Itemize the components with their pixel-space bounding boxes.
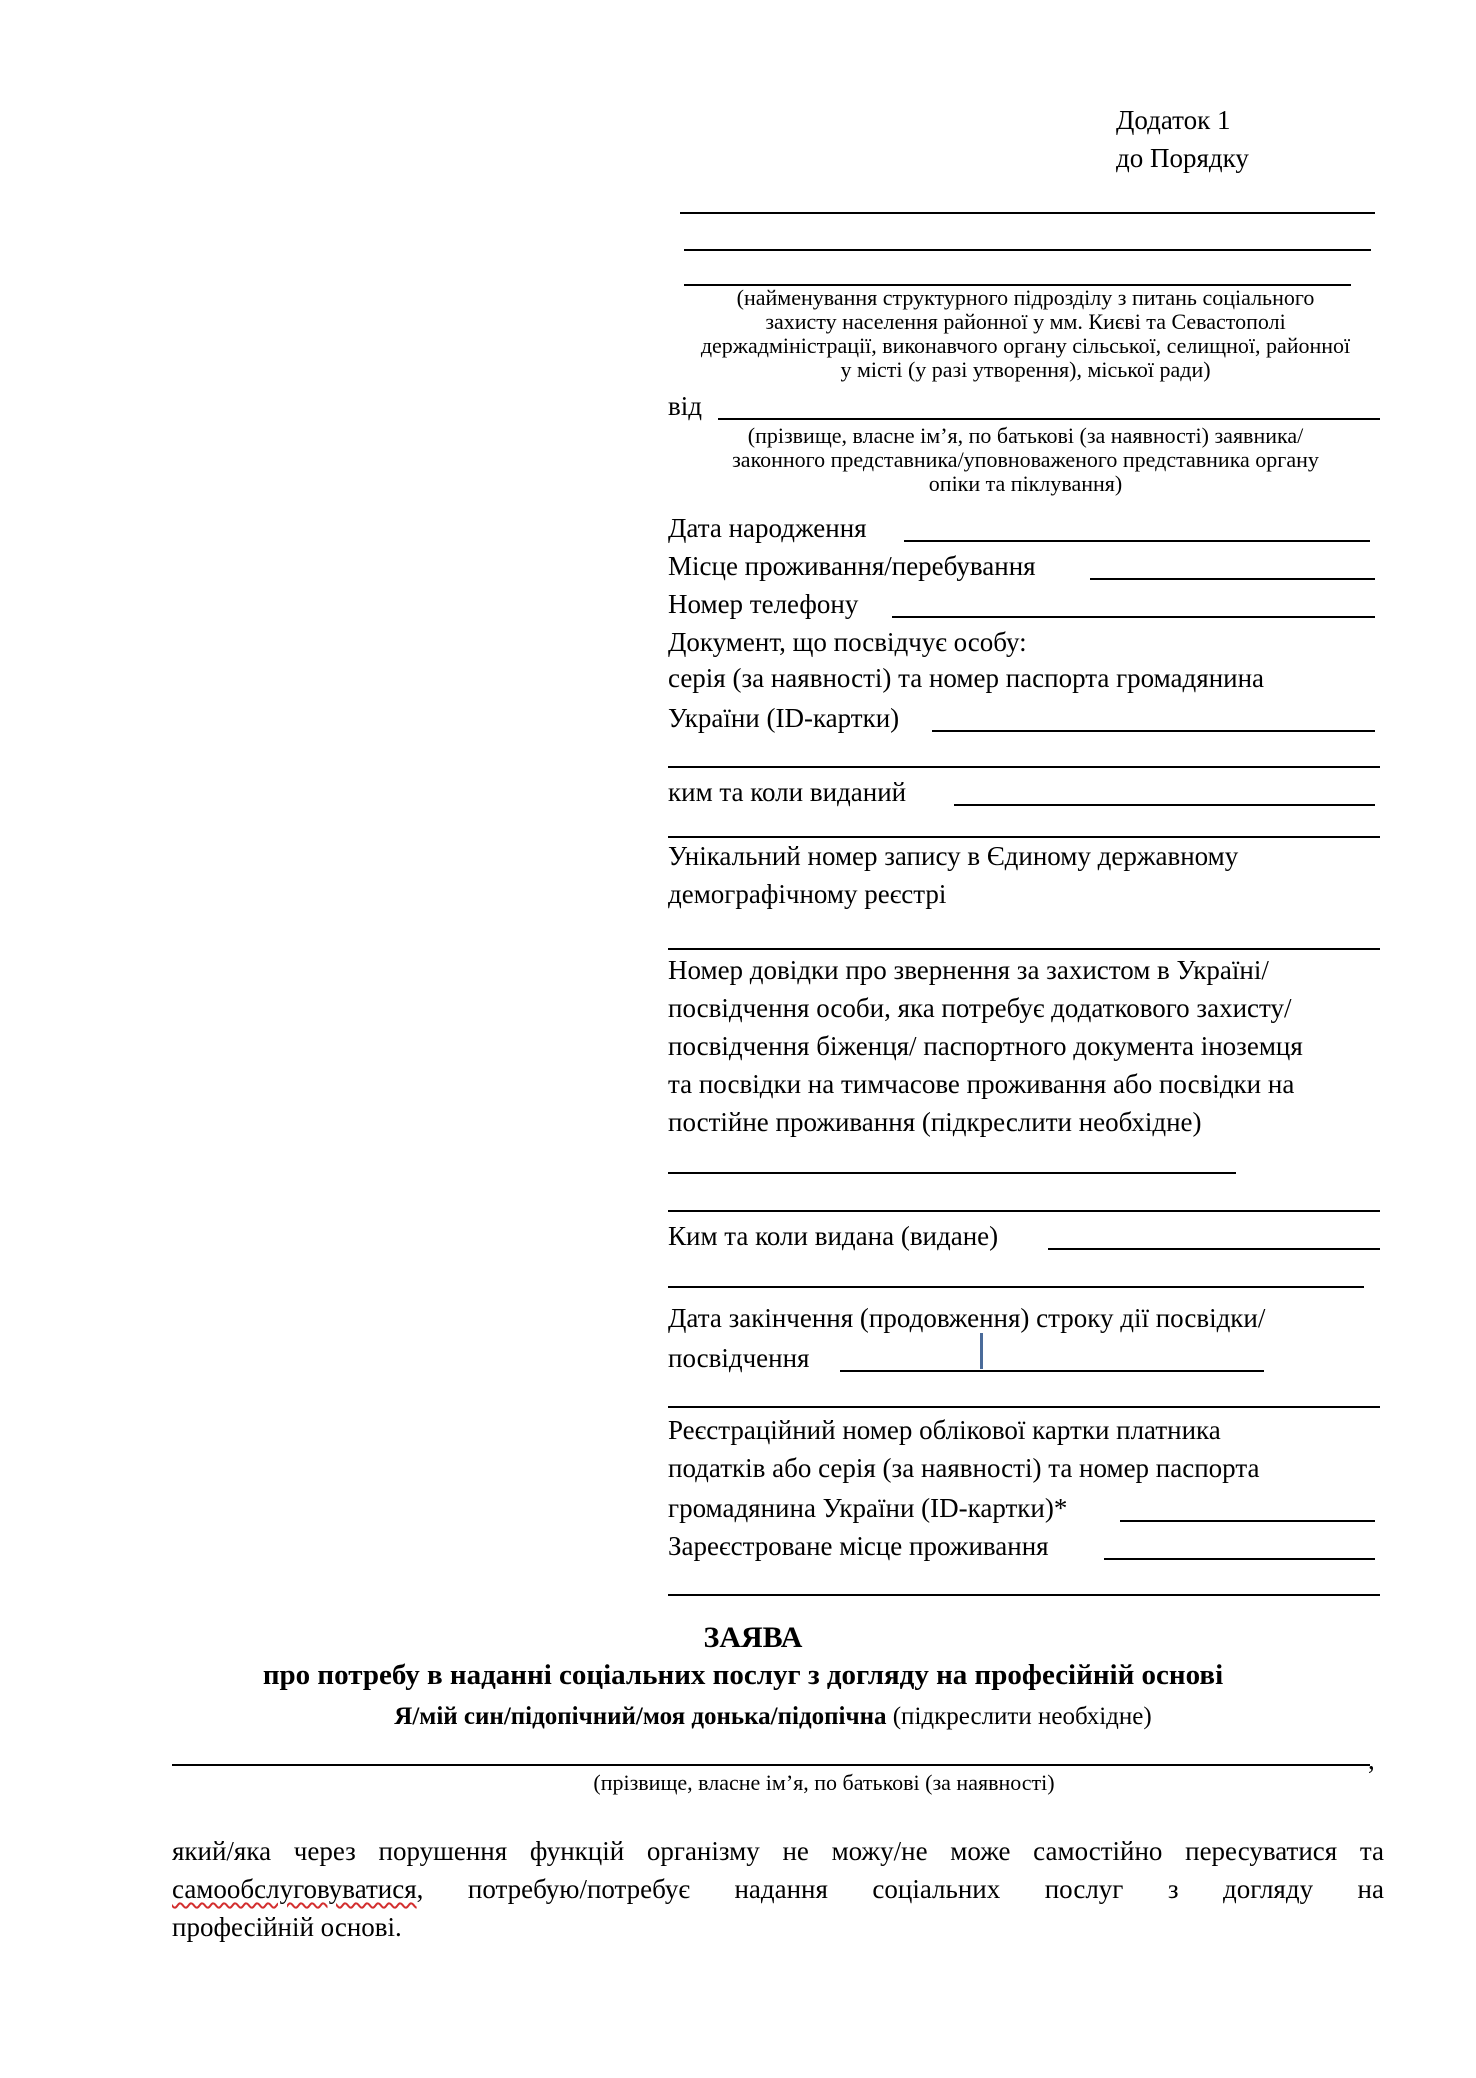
birth-date-label: Дата народження: [668, 513, 867, 543]
cert-extra-line[interactable]: [668, 1210, 1380, 1212]
issued-by-row: [668, 772, 1383, 810]
residence-input-line[interactable]: [1090, 578, 1375, 580]
body-line-1: який/яка через порушення функцій організму не можу/не може самостійно пересуватися та: [172, 1836, 1384, 1866]
id-doc-label: Документ, що посвідчує особу:: [668, 627, 1027, 657]
registered-label: Зареєстроване місце проживання: [668, 1531, 1049, 1561]
from-row: [668, 386, 1383, 424]
tax-label-line2: податків або серія (за наявності) та номер паспорта: [668, 1453, 1260, 1483]
name-caption: (прізвище, власне ім’я, по батькові (за наявності): [593, 1770, 1055, 1795]
from-input-line[interactable]: [718, 418, 1380, 420]
person-name-input-line[interactable]: [172, 1764, 1370, 1766]
expiry-extra-line[interactable]: [668, 1406, 1380, 1408]
applicant-caption: (прізвище, власне ім’я, по батькові (за наявності) заявника/ законного представника/уповноваженого представника органу опіки та піклування): [732, 423, 1319, 496]
unzr-label-line1: Унікальний номер запису в Єдиному державному: [668, 841, 1239, 871]
registered-input-line[interactable]: [1104, 1558, 1375, 1560]
from-label: від: [668, 391, 702, 421]
phone-input-line[interactable]: [892, 616, 1375, 618]
passport-label-line1: серія (за наявності) та номер паспорта громадянина: [668, 663, 1265, 693]
birth-date-input-line[interactable]: [904, 540, 1370, 542]
expiry-row: [668, 1338, 1383, 1376]
issued-by-label: ким та коли виданий: [668, 777, 907, 807]
expiry-input-line[interactable]: [840, 1370, 1264, 1372]
passport-extra-line[interactable]: [668, 766, 1380, 768]
body-line-3: професійній основі.: [172, 1912, 402, 1942]
birth-date-row: [668, 508, 1383, 546]
cert-issued-input-line[interactable]: [1048, 1248, 1380, 1250]
residence-label: Місце проживання/перебування: [668, 551, 1036, 581]
passport-label-line2: України (ID-картки): [668, 703, 900, 733]
recipient-caption: (найменування структурного підрозділу з питань соціального захисту населення районної у мм. Києві та Севастополі держадміністрації, виконавчого органу сільської, селищної, районної у місті (у разі утворення), міської ради): [700, 285, 1351, 382]
passport-input-line[interactable]: [932, 730, 1375, 732]
misspelled-word[interactable]: самообслуговуватися: [172, 1874, 417, 1904]
annex-line-1: Додаток 1: [1116, 105, 1231, 135]
cert-issued-row: [668, 1216, 1383, 1254]
who-note: (підкреслити необхідне): [892, 1703, 1152, 1730]
tax-label-line3: громадянина України (ID-картки)*: [668, 1493, 1068, 1523]
expiry-label-line1: Дата закінчення (продовження) строку дії посвідки/: [668, 1303, 1266, 1333]
phone-label: Номер телефону: [668, 589, 859, 619]
name-comma: ,: [1368, 1745, 1375, 1775]
unzr-label-line2: демографічному реєстрі: [668, 879, 947, 909]
statement-subtitle: про потребу в наданні соціальних послуг з догляду на професійній основі: [262, 1659, 1224, 1691]
annex-line-2: до Порядку: [1116, 143, 1249, 173]
statement-title: ЗАЯВА: [703, 1621, 803, 1654]
tax-label-line1: Реєстраційний номер облікової картки платника: [668, 1415, 1221, 1445]
recipient-blank-line[interactable]: [684, 249, 1371, 251]
expiry-label-line2: посвідчення: [668, 1343, 810, 1373]
issued-by-input-line[interactable]: [954, 804, 1375, 806]
statement-body: [172, 1832, 1384, 1946]
residence-row: [668, 546, 1383, 584]
cert-input-line[interactable]: [668, 1172, 1236, 1174]
text-cursor: [980, 1333, 983, 1369]
phone-row: [668, 584, 1383, 622]
cert-issued-label: Ким та коли видана (видане): [668, 1221, 999, 1251]
cert-issued-extra-line[interactable]: [668, 1286, 1364, 1288]
registered-extra-line[interactable]: [668, 1594, 1380, 1596]
who-line: [0, 1700, 1476, 1734]
tax-input-line[interactable]: [1120, 1520, 1375, 1522]
tax-row: [668, 1488, 1383, 1526]
document-page: Додаток 1 до Порядку (найменування структурного підрозділу з питань соціального захисту населення районної у мм. Києві та Севастополі держадміністрації, виконавчого органу сільської, селищної, районної у місті (у разі утворення), міської ради) від (прізвище, власне ім’я, по батькові (за наявності) заявника/ законного представника/уповноваженого представника органу опіки та піклування) Дата народження Місце проживання/перебування Номер телефону Документ, що посвідчує особу: серія (за наявності) та номер паспорта громадянина України (ID-картки) ким та коли виданий Унікальний номер запису в Єдиному державному демографічному реєстрі Номер довідки про звернення за захистом в Україні/ посвідчення особи, яка потребує додаткового захисту/ посвідчення біженця/ паспортного документа іноземця та посвідки на тимчасове проживання або посвідки на постійне проживання (підкреслити необхідне) Ким та коли видана (видане) Дата закінчення (продовження) строку дії посвідки/ посвідчення Реєстраційний номер облікової картки платника податків або серія (за наявності) та номер паспорта громадянина України (ID-картки)* Зареєстроване місце проживання ЗАЯВА про потребу в наданні соціальних послуг з догляду на професійній основі Я/мій син/підопічний/моя донька/підопічна (підкреслити необхідне) , (прізвище, власне ім’я, по батькові (за наявності) який/яка через порушення функцій організму не можу/не може самостійно пересуватися та самообслуговуватися, потребую/потребує надання соціальних послуг з догляду на професійній основі.: [0, 0, 1476, 2078]
unzr-input-line[interactable]: [668, 948, 1380, 950]
passport-row: [668, 698, 1383, 736]
who-options: Я/мій син/підопічний/моя донька/підопічна: [394, 1703, 887, 1730]
registered-row: [668, 1526, 1383, 1564]
recipient-blank-line[interactable]: [680, 212, 1375, 214]
body-line-2: самообслуговуватися, потребую/потребує надання соціальних послуг з догляду на: [172, 1874, 1384, 1904]
